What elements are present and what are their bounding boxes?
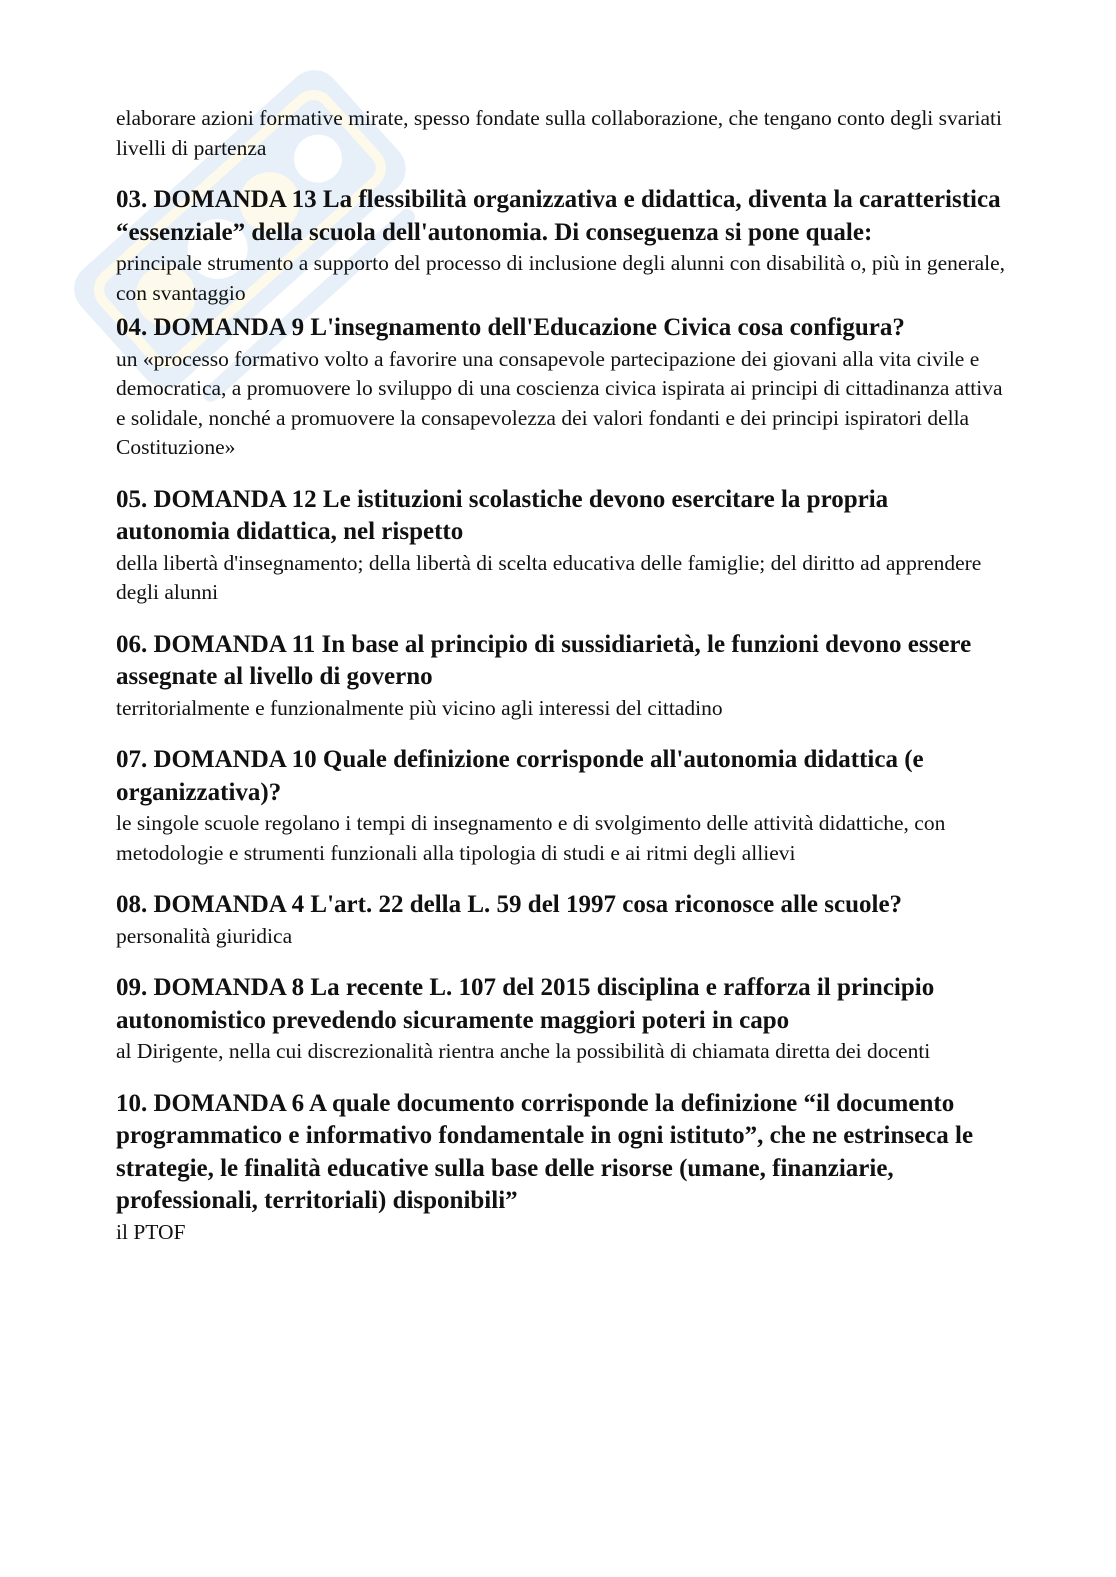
answer-text: il PTOF — [116, 1219, 186, 1244]
question-heading: 03. DOMANDA 13 La flessibilità organizzativa e didattica, diventa la caratteristica “essenziale” della scuola dell'autonomia. Di conseguenza si pone quale: — [116, 186, 1001, 246]
qa-item-09 — [116, 972, 1006, 1067]
qa-item-10 — [116, 1088, 1006, 1248]
qa-item-07 — [116, 744, 1006, 868]
answer-text: un «processo formativo volto a favorire una consapevole partecipazione dei giovani alla vita civile e democratica, a promuovere lo sviluppo di una coscienza civica ispirata ai principi di cittadinanza attiva e solidale, nonché a promuovere la consapevolezza dei valori fondanti e dei principi ispiratori della Costituzione» — [116, 346, 1003, 459]
question-heading: 10. DOMANDA 6 A quale documento corrisponde la definizione “il documento programmatico e informativo fondamentale in ogni istituto”, che ne estrinseca le strategie, le finalità educative sulla base delle risorse (umane, finanziarie, professionali, territoriali) disponibili” — [116, 1089, 974, 1214]
answer-text: principale strumento a supporto del processo di inclusione degli alunni con disabilità o, più in generale, con svantaggio — [116, 251, 1006, 305]
question-heading: 08. DOMANDA 4 L'art. 22 della L. 59 del 1997 cosa riconosce alle scuole? — [116, 891, 903, 918]
qa-item-06 — [116, 629, 1006, 724]
qa-item-04 — [116, 312, 1006, 463]
question-heading: 09. DOMANDA 8 La recente L. 107 del 2015 disciplina e rafforza il principio autonomistico prevedendo sicuramente maggiori poteri in capo — [116, 974, 935, 1034]
intro-answer: elaborare azioni formative mirate, spesso fondate sulla collaborazione, che tengano conto degli svariati livelli di partenza — [116, 106, 1002, 160]
question-heading: 05. DOMANDA 12 Le istituzioni scolastiche devono esercitare la propria autonomia didattica, nel rispetto — [116, 485, 889, 545]
answer-text: personalità giuridica — [116, 923, 293, 948]
question-heading: 04. DOMANDA 9 L'insegnamento dell'Educazione Civica cosa configura? — [116, 314, 905, 341]
qa-item-03 — [116, 184, 1006, 308]
question-heading: 06. DOMANDA 11 In base al principio di sussidiarietà, le funzioni devono essere assegnate al livello di governo — [116, 630, 972, 690]
qa-item-05 — [116, 484, 1006, 608]
answer-text: della libertà d'insegnamento; della libertà di scelta educativa delle famiglie; del diritto ad apprendere degli alunni — [116, 550, 982, 604]
qa-item-08 — [116, 889, 1006, 951]
answer-text: al Dirigente, nella cui discrezionalità rientra anche la possibilità di chiamata diretta dei docenti — [116, 1039, 931, 1063]
document-page — [116, 104, 1006, 1247]
answer-text: territorialmente e funzionalmente più vicino agli interessi del cittadino — [116, 695, 723, 720]
question-heading: 07. DOMANDA 10 Quale definizione corrisponde all'autonomia didattica (e organizzativa)? — [116, 746, 924, 806]
answer-text: le singole scuole regolano i tempi di insegnamento e di svolgimento delle attività didattiche, con metodologie e strumenti funzionali alla tipologia di studi e ai ritmi degli allievi — [116, 811, 946, 865]
